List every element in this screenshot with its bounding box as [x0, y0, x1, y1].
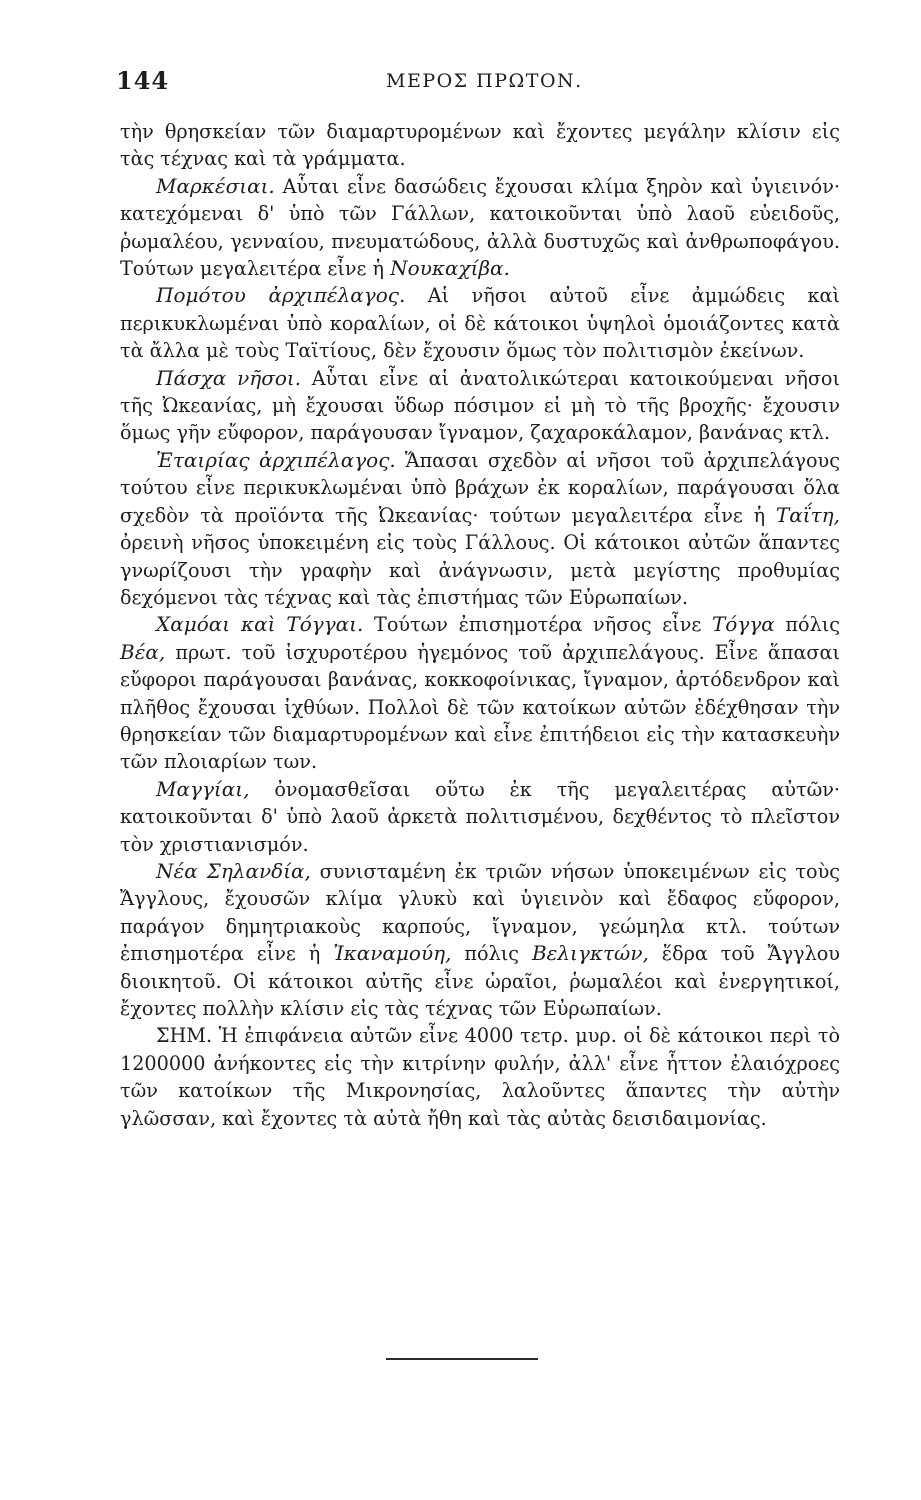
entry-title: Χαμόαι καὶ Τόγγαι. — [156, 612, 364, 637]
place-name: Ταΐτη, — [775, 502, 840, 527]
main-text — [120, 118, 840, 1132]
entry-title: Μαρκέσιαι. — [156, 173, 275, 198]
running-title: ΜΕΡΟΣ ΠΡΩΤΟΝ. — [386, 70, 583, 92]
paragraph-text-continued: πόλις — [785, 613, 840, 637]
place-name-2: Βέα, — [120, 639, 166, 664]
paragraph-text-continued-2: ἕδρα τοῦ Ἄγγλου διοικητοῦ. Οἱ κάτοικοι αὐτῆς εἶνε ὡραῖοι, ῥωμαλέοι καὶ ἐνεργητικοί, ἔχοντες πολλὴν κλίσιν εἰς τὰς τέχνας τῶν Εὐρωπαίων. — [120, 942, 840, 1020]
closing-rule — [386, 1358, 538, 1360]
paragraph-text: Τούτων ἐπισημοτέρα νῆσος εἶνε — [374, 613, 702, 637]
paragraph-pomotou — [120, 282, 840, 364]
place-name-2: Βελιγκτών, — [531, 941, 649, 966]
place-name: Ἰκαναμούη, — [333, 941, 452, 966]
entry-title: Πομότου ἀρχιπέλαγος. — [156, 283, 406, 308]
paragraph-text-continued-2: πρωτ. τοῦ ἰσχυροτέρου ἡγεμόνος τοῦ ἀρχιπελάγους. Εἶνε ἅπασαι εὔφοροι παράγουσαι βανάνας, κοκκοφοίνικας, ἴγναμον, ἀρτόδενδρον καὶ πλῆθος ἔχουσαι ἰχθύων. Πολλοὶ δὲ τῶν κατοίκων αὐτῶν ἐδέχθησαν τὴν θρησκείαν τῶν διαμαρτυρομένων καὶ εἶνε ἐπιτήδειοι εἰς τὴν κατασκευὴν τῶν πλοιαρίων των. — [120, 640, 840, 774]
paragraph-text: τὴν θρησκείαν τῶν διαμαρτυρομένων καὶ ἔχοντες μεγάλην κλίσιν εἰς τὰς τέχνας καὶ τὰ γράμματα. — [120, 120, 840, 171]
paragraph-text: Ἅπασαι σχεδὸν αἱ νῆσοι τοῦ ἀρχιπελάγους τούτου εἶνε περικυκλωμέναι ὑπὸ βράχων ἐκ κοραλίων, παράγουσαι ὅλα σχεδὸν τὰ προϊόντα τῆς Ὠκεανίας· τούτων μεγαλειτέρα εἶνε ἡ — [120, 448, 840, 527]
note-label: ΣΗΜ. — [156, 1024, 213, 1048]
paragraph-text: Αὗται εἶνε αἱ ἀνατολικώτεραι κατοικούμεναι νῆσοι τῆς Ὠκεανίας, μὴ ἔχουσαι ὕδωρ πόσιμον εἰ μὴ τὸ τῆς βροχῆς· ἔχουσιν ὅμως γῆν εὔφορον, παράγουσαν ἴγναμον, ζαχαροκάλαμον, βανάνας κτλ. — [120, 366, 841, 445]
paragraph-chamoai — [120, 611, 840, 775]
paragraph-continuation — [120, 118, 840, 173]
paragraph-note — [120, 1022, 840, 1132]
paragraph-text-continued: ὀρεινὴ νῆσος ὑποκειμένη εἰς τοὺς Γάλλους. Οἱ κάτοικοι αὐτῶν ἅπαντες γνωρίζουσι τὴν γραφὴν καὶ ἀνάγνωσιν, μετὰ μεγίστης προθυμίας δεχόμενοι τὰς τέχνας καὶ τὰς ἐπιστήμας τῶν Εὐρωπαίων. — [120, 531, 840, 609]
paragraph-text: συνισταμένη ἐκ τριῶν νήσων ὑποκειμένων εἰς τοὺς Ἄγγλους, ἔχουσῶν κλίμα γλυκὺ καὶ ὑγιεινὸν καὶ ἔδαφος εὔφορον, παράγον δημητριακοὺς καρπούς, ἴγναμον, γεώμηλα κτλ. τούτων ἐπισημοτέρα εἶνε ἡ — [120, 859, 840, 966]
page-header — [116, 66, 840, 96]
paragraph-text: ὀνομασθεῖσαι οὕτω ἐκ τῆς μεγαλειτέρας αὐτῶν· κατοικοῦνται δ' ὑπὸ λαοῦ ἀρκετὰ πολιτισμένου, δεχθέντος τὸ πλεῖστον τὸν χριστιανισμόν. — [120, 777, 840, 856]
entry-title: Ἑταιρίας ἀρχιπέλαγος. — [156, 447, 396, 472]
page-number: 144 — [116, 66, 170, 95]
paragraph-text: Αἱ νῆσοι αὐτοῦ εἶνε ἀμμώδεις καὶ περικυκλωμέναι ὑπὸ κοραλίων, οἱ δὲ κάτοικοι ὑψηλοὶ ὁμοιάζοντες κατὰ τὰ ἄλλα μὲ τοὺς Ταϊτίους, δὲν ἔχουσιν ὅμως τὸν πολιτισμὸν ἐκείνων. — [120, 284, 840, 363]
paragraph-etairias — [120, 447, 840, 611]
paragraph-pascha — [120, 365, 840, 447]
paragraph-nea-silandia — [120, 858, 840, 1022]
paragraph-text: Ἡ ἐπιφάνεια αὐτῶν εἶνε 4000 τετρ. μυρ. οἱ δὲ κάτοικοι περὶ τὸ 1200000 ἀνήκοντες εἰς τὴν κιτρίνην φυλήν, ἀλλ' εἶνε ἧττον ἐλαιόχροες τῶν κατοίκων τῆς Μικρονησίας, λαλοῦντες ἅπαντες τὴν αὐτὴν γλῶσσαν, καὶ ἔχοντες τὰ αὐτὰ ἤθη καὶ τὰς αὐτὰς δεισιδαιμονίας. — [120, 1024, 840, 1130]
paragraph-markesiai — [120, 173, 840, 283]
entry-title: Νέα Σηλανδία, — [156, 858, 311, 883]
entry-title: Μαγγίαι, — [156, 776, 250, 801]
paragraph-maggiai — [120, 776, 840, 858]
paragraph-text-continued: πόλις — [464, 942, 519, 966]
place-name: Νουκαχίβα. — [390, 256, 510, 281]
place-name: Τόγγα — [711, 612, 775, 637]
paragraph-text: Αὗται εἶνε δασώδεις ἔχουσαι κλίμα ξηρὸν καὶ ὑγιεινόν· κατεχόμεναι δ' ὑπὸ τῶν Γάλλων, κατοικοῦνται ὑπὸ λαοῦ εὐειδοῦς, ῥωμαλέου, γενναίου, πνευματώδους, ἀλλὰ δυστυχῶς καὶ ἀνθρωποφάγου. Τούτων μεγαλειτέρα εἶνε ἡ — [120, 174, 840, 281]
entry-title: Πάσχα νῆσοι. — [156, 365, 302, 390]
